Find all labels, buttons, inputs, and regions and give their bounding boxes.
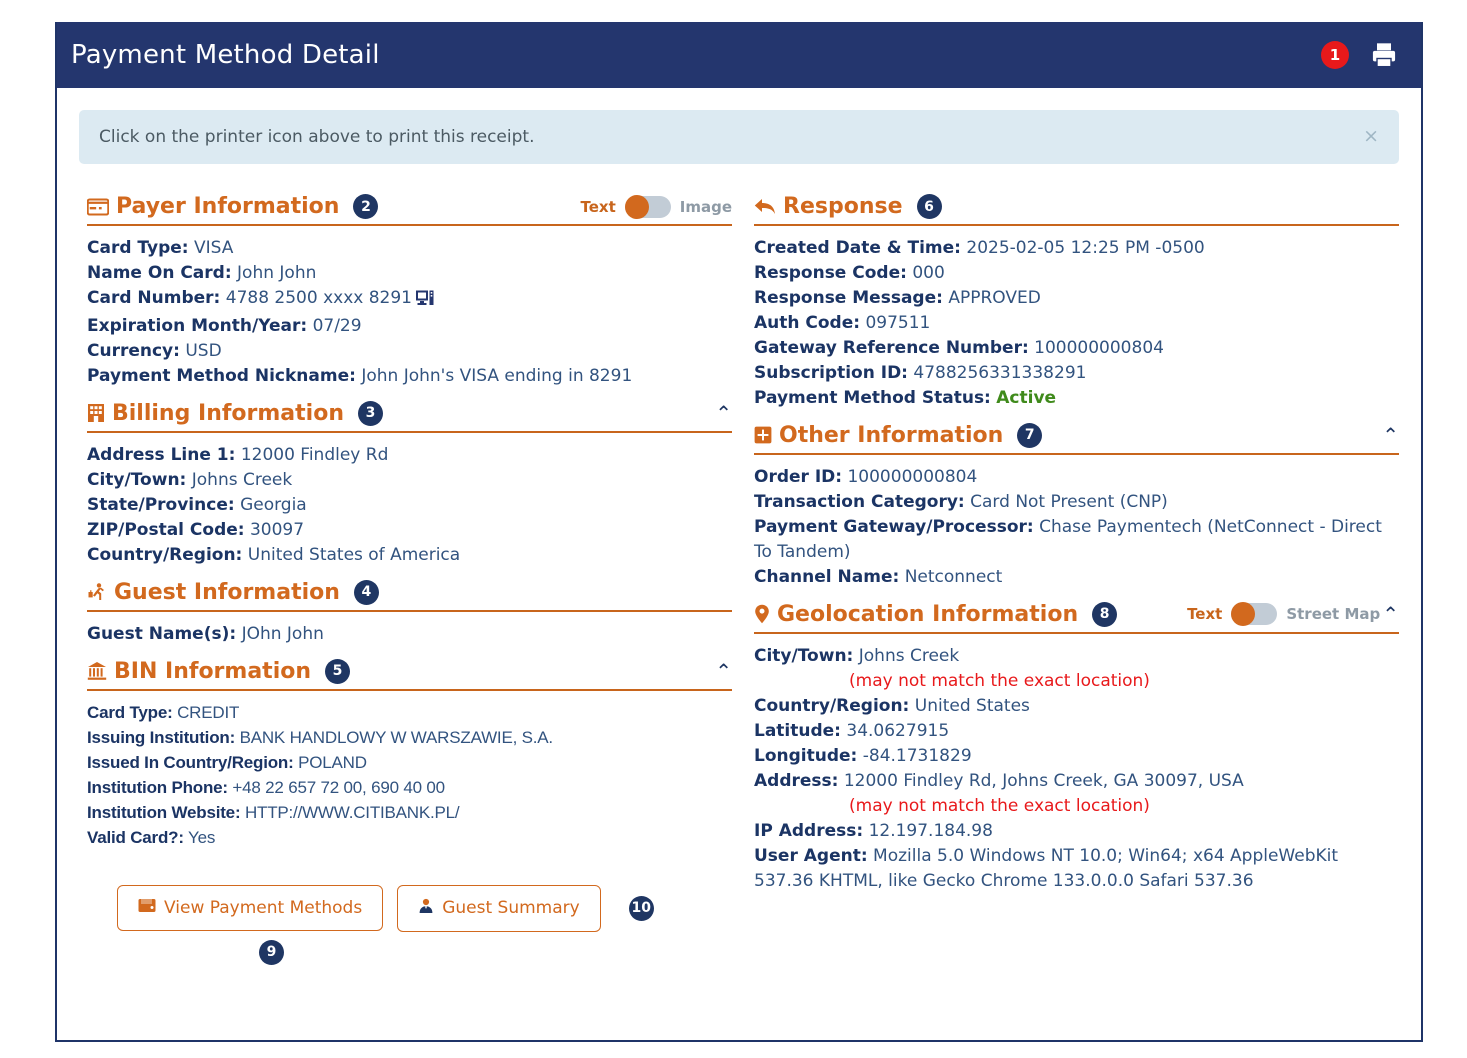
desktop-monitor-icon[interactable] — [416, 291, 434, 311]
plus-square-icon — [754, 426, 772, 444]
field-name-on-card — [87, 261, 732, 286]
field-institution-website — [87, 801, 732, 826]
status-badge: Active — [996, 387, 1057, 408]
guest-fields — [87, 612, 732, 647]
field-value: HTTP://WWW.CITIBANK.PL/ — [244, 802, 460, 822]
field-valid-card — [87, 826, 732, 851]
field-label: Issuing Institution: — [87, 727, 236, 747]
payment-method-detail-panel — [55, 22, 1423, 1042]
field-nickname — [87, 364, 732, 389]
field-value: 12.197.184.98 — [868, 820, 993, 841]
field-geo-address — [754, 769, 1399, 794]
field-label: Latitude: — [754, 720, 841, 741]
page-title: Payment Method Detail — [71, 40, 380, 70]
alert-message: Click on the printer icon above to print this receipt. — [99, 127, 535, 147]
field-value: United States of America — [247, 544, 461, 565]
field-value: John John — [237, 262, 317, 283]
field-value: JOhn John — [241, 623, 324, 644]
field-value: 12000 Findley Rd — [240, 444, 389, 465]
field-label: Longitude: — [754, 745, 858, 766]
step-badge-3: 3 — [358, 401, 383, 426]
payer-toggle-image-label[interactable]: Image — [679, 197, 732, 216]
field-label: Currency: — [87, 340, 180, 361]
toggle-knob — [1231, 602, 1255, 626]
field-label: Auth Code: — [754, 312, 861, 333]
field-label: Expiration Month/Year: — [87, 315, 308, 336]
field-payment-gateway — [754, 515, 1399, 565]
section-header-payer — [87, 194, 732, 226]
billing-fields — [87, 433, 732, 568]
field-label: IP Address: — [754, 820, 864, 841]
field-value: Johns Creek — [191, 469, 293, 490]
section-title-billing: Billing Information — [112, 400, 344, 426]
notification-badge[interactable]: 1 — [1321, 41, 1349, 69]
field-value: POLAND — [298, 752, 367, 772]
step-badge-6: 6 — [917, 194, 942, 219]
field-label: Name On Card: — [87, 262, 232, 283]
field-label: Response Message: — [754, 287, 943, 308]
print-hint-alert — [79, 110, 1399, 164]
step-badge-8: 8 — [1092, 602, 1117, 627]
field-geo-city — [754, 644, 1399, 669]
toggle-knob — [625, 195, 649, 219]
geolocation-view-toggle[interactable] — [1187, 603, 1380, 625]
building-icon — [87, 403, 105, 423]
section-header-billing[interactable] — [87, 401, 732, 433]
field-label: User Agent: — [754, 845, 868, 866]
field-label: Response Code: — [754, 262, 907, 283]
field-geo-country — [754, 694, 1399, 719]
geo-city-warning: (may not match the exact location) — [849, 670, 1150, 691]
view-payment-methods-label: View Payment Methods — [164, 898, 363, 919]
field-subscription-id — [754, 361, 1399, 386]
payer-toggle-text-label[interactable]: Text — [580, 197, 616, 216]
field-value: Georgia — [240, 494, 307, 515]
field-value: Johns Creek — [858, 645, 960, 666]
field-label: Issued In Country/Region: — [87, 752, 294, 772]
field-card-number — [87, 286, 732, 314]
field-value: 2025-02-05 12:25 PM -0500 — [966, 238, 1205, 258]
field-value: Yes — [188, 827, 216, 847]
user-icon — [418, 898, 434, 919]
field-value: USD — [185, 340, 222, 361]
field-country — [87, 543, 732, 568]
step-badge-4: 4 — [354, 580, 379, 605]
wallet-icon — [138, 898, 156, 918]
guest-summary-button[interactable] — [397, 885, 601, 932]
field-value: 097511 — [865, 312, 931, 333]
field-auth-code — [754, 311, 1399, 336]
guest-summary-label: Guest Summary — [442, 898, 580, 919]
field-label: Payment Method Nickname: — [87, 365, 356, 386]
step-badge-2: 2 — [353, 194, 378, 219]
field-zip — [87, 518, 732, 543]
field-city — [87, 468, 732, 493]
geo-toggle-text-label[interactable]: Text — [1187, 605, 1223, 624]
geo-toggle-switch[interactable] — [1231, 603, 1277, 625]
section-header-bin[interactable] — [87, 659, 732, 691]
footer-buttons — [87, 851, 732, 932]
field-label: Country/Region: — [754, 695, 910, 716]
field-label: Country/Region: — [87, 544, 243, 565]
field-label: Subscription ID: — [754, 362, 908, 383]
field-label: Gateway Reference Number: — [754, 337, 1029, 358]
field-transaction-category — [754, 490, 1399, 515]
field-label: Guest Name(s): — [87, 623, 237, 644]
field-value: APPROVED — [948, 287, 1041, 308]
step-badge-9-wrap — [87, 932, 732, 965]
field-issuing-institution — [87, 726, 732, 751]
field-value: 000 — [912, 262, 945, 283]
payer-toggle-switch[interactable] — [625, 196, 671, 218]
field-value: 100000000804 — [1034, 337, 1164, 358]
payer-fields — [87, 226, 732, 389]
field-label: Card Type: — [87, 238, 189, 258]
section-title-payer: Payer Information — [116, 194, 340, 219]
step-badge-10: 10 — [629, 896, 654, 921]
field-value: 100000000804 — [847, 466, 978, 487]
field-value: VISA — [193, 238, 234, 258]
geo-toggle-streetmap-label[interactable]: Street Map — [1286, 605, 1381, 624]
field-label: Institution Website: — [87, 802, 241, 822]
left-column — [79, 182, 732, 965]
field-issued-in-country — [87, 751, 732, 776]
field-value: -84.1731829 — [862, 745, 972, 766]
field-institution-phone — [87, 776, 732, 801]
chevron-up-icon-bin[interactable]: ⌃ — [715, 659, 732, 684]
field-value: CREDIT — [177, 702, 240, 722]
field-label: Created Date & Time: — [754, 238, 961, 258]
panel-header — [57, 22, 1421, 88]
field-channel-name — [754, 565, 1399, 590]
field-value: +48 22 657 72 00, 690 40 00 — [232, 777, 445, 797]
field-label: Address Line 1: — [87, 444, 236, 465]
chevron-up-icon-billing[interactable]: ⌃ — [715, 401, 732, 426]
field-value: 4788 2500 xxxx 8291 — [225, 287, 412, 308]
response-fields — [754, 226, 1399, 411]
bank-icon — [87, 661, 107, 681]
field-latitude — [754, 719, 1399, 744]
field-label: Transaction Category: — [754, 491, 965, 512]
step-badge-9: 9 — [259, 940, 284, 965]
section-title-geolocation: Geolocation Information — [777, 601, 1079, 627]
field-currency — [87, 339, 732, 364]
payer-view-toggle[interactable] — [580, 196, 732, 218]
chevron-up-icon-other[interactable]: ⌃ — [1382, 423, 1399, 448]
section-header-geolocation[interactable] — [754, 602, 1399, 634]
field-created-date-time — [754, 236, 1399, 261]
geolocation-fields — [754, 634, 1399, 894]
section-title-response: Response — [783, 194, 903, 219]
section-title-bin: BIN Information — [114, 658, 312, 684]
section-header-other[interactable] — [754, 423, 1399, 455]
field-value: 34.0627915 — [846, 720, 950, 741]
field-value: 4788256331338291 — [913, 362, 1087, 383]
credit-card-icon — [87, 198, 109, 216]
section-title-guest: Guest Information — [114, 579, 340, 605]
step-badge-5: 5 — [325, 659, 350, 684]
section-header-guest — [87, 580, 732, 612]
field-label: Address: — [754, 770, 839, 791]
field-label: Channel Name: — [754, 566, 900, 587]
printer-icon[interactable] — [1369, 41, 1399, 69]
field-value: Chase Paymentech (NetConnect - Direct To Tandem) — [754, 516, 1382, 562]
map-pin-icon — [754, 604, 770, 624]
field-value: 12000 Findley Rd, Johns Creek, GA 30097, USA — [843, 770, 1244, 791]
other-fields — [754, 455, 1399, 590]
view-payment-methods-button[interactable] — [117, 885, 383, 931]
field-value: Netconnect — [904, 566, 1003, 587]
field-label: City/Town: — [87, 469, 187, 490]
step-badge-7: 7 — [1017, 423, 1042, 448]
field-gateway-reference-number — [754, 336, 1399, 361]
field-label: Card Number: — [87, 287, 221, 308]
bin-fields — [87, 691, 732, 851]
chevron-up-icon-geolocation[interactable]: ⌃ — [1382, 602, 1399, 627]
right-column — [746, 182, 1399, 965]
section-header-response — [754, 194, 1399, 226]
field-value: United States — [914, 695, 1030, 716]
field-response-message — [754, 286, 1399, 311]
field-label: Payment Method Status: — [754, 387, 991, 408]
walking-traveler-icon — [87, 582, 107, 602]
field-value: 30097 — [249, 519, 305, 540]
field-label: Valid Card?: — [87, 827, 184, 847]
field-payment-method-status — [754, 386, 1399, 411]
field-label: Order ID: — [754, 466, 843, 487]
field-value: BANK HANDLOWY W WARSZAWIE, S.A. — [239, 727, 553, 747]
field-value: 07/29 — [312, 315, 362, 336]
field-response-code — [754, 261, 1399, 286]
field-label: State/Province: — [87, 494, 235, 515]
field-state — [87, 493, 732, 518]
field-bin-card-type — [87, 701, 732, 726]
geo-address-warning: (may not match the exact location) — [849, 795, 1150, 816]
field-label: ZIP/Postal Code: — [87, 519, 245, 540]
field-value: Card Not Present (CNP) — [970, 491, 1168, 512]
header-actions — [1321, 41, 1399, 69]
section-title-other: Other Information — [779, 422, 1004, 448]
field-order-id — [754, 465, 1399, 490]
field-expiration — [87, 314, 732, 339]
field-label: Card Type: — [87, 702, 173, 722]
field-value: Mozilla 5.0 Windows NT 10.0; Win64; x64 AppleWebKit 537.36 KHTML, like Gecko Chrome 133.0.0.0 Safari 537.36 — [754, 845, 1339, 891]
field-guest-names — [87, 622, 732, 647]
field-card-type — [87, 236, 732, 261]
field-address-line-1 — [87, 443, 732, 468]
field-label: Payment Gateway/Processor: — [754, 516, 1034, 537]
detail-columns — [57, 164, 1421, 965]
field-ip-address — [754, 819, 1399, 844]
field-label: Institution Phone: — [87, 777, 228, 797]
field-user-agent — [754, 844, 1399, 894]
field-longitude — [754, 744, 1399, 769]
reply-arrow-icon — [754, 198, 776, 216]
close-icon[interactable]: × — [1363, 125, 1379, 147]
field-label: City/Town: — [754, 645, 854, 666]
field-value: John John's VISA ending in 8291 — [361, 365, 633, 386]
